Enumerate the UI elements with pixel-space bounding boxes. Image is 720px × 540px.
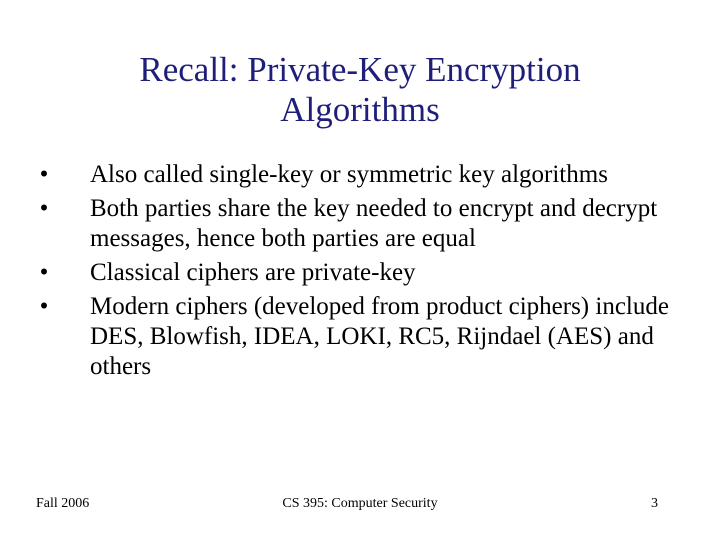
bullet-text: Both parties share the key needed to encrypt and decrypt messages, hence both parties are equal — [90, 195, 658, 252]
bullet-list — [36, 160, 676, 386]
slide-title — [60, 50, 660, 130]
footer-page-number: 3 — [651, 496, 658, 511]
bullet-item — [36, 194, 676, 254]
footer-date: Fall 2006 — [36, 496, 90, 511]
bullet-item — [36, 160, 676, 190]
bullet-text: Also called single-key or symmetric key algorithms — [90, 161, 608, 188]
bullet-icon: • — [39, 161, 49, 188]
footer-course: CS 395: Computer Security — [282, 496, 438, 511]
bullet-icon: • — [39, 195, 49, 222]
slide-title-line-2: Algorithms — [280, 90, 440, 129]
bullet-icon: • — [39, 293, 49, 320]
bullet-icon: • — [39, 259, 49, 286]
bullet-item — [36, 292, 676, 382]
bullet-text: Modern ciphers (developed from product ciphers) include DES, Blowfish, IDEA, LOKI, RC5, Rijndael (AES) and others — [90, 293, 669, 380]
bullet-item — [36, 258, 676, 288]
bullet-text: Classical ciphers are private-key — [90, 259, 416, 286]
slide-title-line-1: Recall: Private-Key Encryption — [139, 50, 581, 89]
